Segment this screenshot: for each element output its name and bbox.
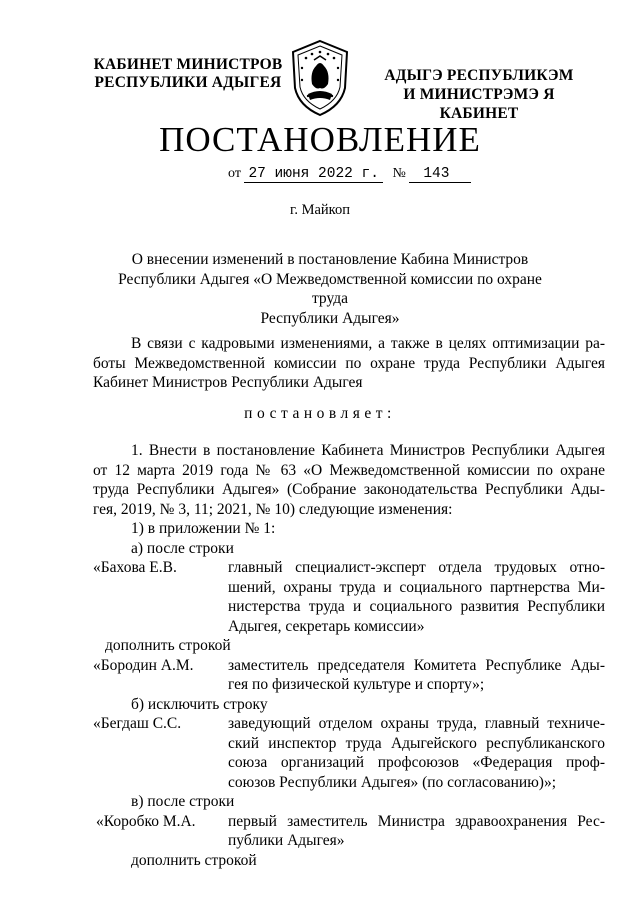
entry-desc-line: гея по физической культуре и спорту»; [228, 676, 485, 693]
entry-name: «Бегдаш С.С. [93, 715, 182, 732]
entry-name: «Бородин А.М. [93, 656, 194, 674]
entry-korobko [93, 812, 605, 851]
issuer-adyghe-line-2: И МИНИСТРЭМЭ Я КАБИНЕТ [403, 86, 555, 122]
entry-name: «Бахова Е.В. [93, 559, 177, 576]
entry-desc-line: главный специалист-эксперт отдела трудовых отно- [228, 559, 605, 576]
subitem-v: в) после строки [131, 793, 235, 810]
issuer-adyghe-line-1: АДЫГЭ РЕСПУБЛИКЭМ [384, 67, 574, 84]
entry-name: «Коробко М.А. [96, 812, 196, 830]
entry-desc-line: нистерства труда и социального развития Республики [228, 598, 605, 615]
add-line-instruction-2: дополнить строкой [131, 851, 257, 869]
entry-desc-line: шений, охраны труда и социального партнерства Ми- [228, 578, 605, 596]
preamble-line-2: боты Межведомственной комиссии по охране труда Республики Адыгея [93, 354, 605, 372]
entry-desc-line: Адыгея, секретарь комиссии» [228, 617, 425, 635]
item-1-line-2: от 12 марта 2019 года № 63 «О Межведомственной комиссии по охране [93, 461, 605, 479]
decree-word: постановляет: [244, 405, 396, 422]
subitem-1: 1) в приложении № 1: [131, 520, 276, 537]
document-subject [100, 250, 560, 328]
add-line-instruction-1: дополнить строкой [105, 637, 231, 654]
entry-bakhova [93, 558, 605, 636]
entry-borodin [93, 656, 605, 695]
subject-line-3: Республики Адыгея» [260, 309, 400, 327]
subitem-b: б) исключить строку [131, 695, 268, 713]
subject-line-2: Республики Адыгея «О Межведомственной комиссии по охране труда [118, 270, 542, 307]
entry-desc-line: союзов Республики Адыгея» (по согласованию)»; [228, 773, 557, 791]
subject-line-1: О внесении изменений в постановление Кабина Министров [131, 251, 529, 268]
entry-desc-line: заместитель председателя Комитета Республике Ады- [228, 656, 605, 674]
entry-description [228, 714, 605, 792]
entry-desc-line: первый заместитель Министра здравоохранения Рес- [228, 812, 605, 830]
issuer-line-2: РЕСПУБЛИКИ АДЫГЕЯ [94, 74, 282, 91]
item-1-line-4: гея, 2019, № 3, 11; 2021, № 10) следующие изменения: [93, 500, 453, 518]
issuer-line-1: КАБИНЕТ МИНИСТРОВ [93, 56, 283, 73]
entry-desc-line: публики Адыгея» [228, 832, 345, 849]
city: г. Майкоп [290, 202, 350, 218]
document-number: 143 [409, 166, 471, 183]
issuer-name-russian [88, 56, 288, 92]
entry-description [228, 558, 605, 636]
subitem-a: а) после строки [131, 539, 234, 557]
number-sign: № [392, 166, 406, 181]
document-date: 27 июня 2022 г. [244, 166, 383, 183]
item-1-line-3: труда Республики Адыгея» (Собрание законодательства Республики Ады- [93, 481, 605, 498]
item-1-block [93, 441, 605, 870]
preamble-paragraph [93, 334, 605, 393]
issuer-name-adyghe [364, 66, 594, 123]
date-prefix: от [228, 166, 241, 181]
entry-begdash [93, 714, 605, 792]
preamble-line-3: Кабинет Министров Республики Адыгея [93, 374, 363, 391]
entry-desc-line: союза организаций профсоюзов «Федерация проф- [228, 754, 605, 771]
entry-desc-line: заведующий отделом охраны труда, главный техниче- [228, 715, 605, 732]
entry-description [228, 812, 605, 851]
item-1-line-1: 1. Внести в постановление Кабинета Министров Республики Адыгея [131, 442, 605, 459]
preamble-line-1: В связи с кадровыми изменениями, а также в целях оптимизации ра- [131, 335, 605, 352]
date-number-line [228, 166, 471, 183]
coat-of-arms-emblem [286, 38, 354, 118]
entry-desc-line: ский инспектор труда Адыгейского республиканского [228, 734, 605, 752]
document-title: ПОСТАНОВЛЕНИЕ [159, 120, 481, 159]
entry-description [228, 656, 605, 695]
